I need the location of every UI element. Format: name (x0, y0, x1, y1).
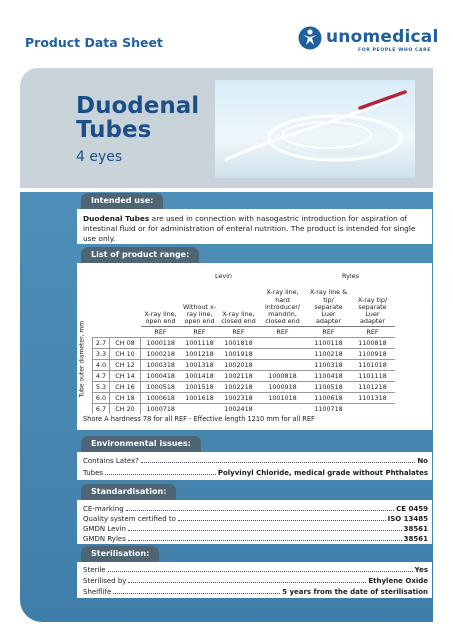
col-header: X-ray line & tip/ separate Luer adapter (309, 288, 348, 326)
axis-label-diameter: Tube outer diameter, mm (78, 320, 86, 398)
section-heading-intended: Intended use: (81, 193, 163, 209)
ref-label: REF (351, 326, 395, 337)
brand-tagline: FOR PEOPLE WHO CARE (358, 48, 432, 53)
ref-label: REF (307, 326, 351, 337)
section-heading-standardisation: Standardisation: (81, 484, 176, 500)
row-sterile: Sterile Yes (83, 566, 428, 574)
page-title: Product Data Sheet (25, 35, 163, 50)
table-row: 4.7 CH 14 1000418 1001418 1002118 1000818 1100418 1101118 (93, 370, 395, 381)
table-row: 6.7 CH 20 1000718 1002418 1100718 (93, 403, 395, 414)
intended-use-text: Duodenal Tubes are used in connection with nasogastric introduction for aspiration of intestinal fluid or for administration of enteral nutrition. The product is intended for single use only. (83, 214, 416, 243)
group-ryles: Ryles (342, 272, 359, 280)
row-sterilised-by: Sterilised by Ethylene Oxide (83, 577, 428, 585)
row-shelflife: Shelflife 5 years from the date of sterilisation (83, 588, 428, 596)
ref-label: REF (141, 326, 181, 337)
ref-label: REF (219, 326, 259, 337)
col-header: X-ray line, hard introducer/ mandrin, closed end (264, 288, 301, 326)
section-heading-sterilisation: Sterilisation: (81, 546, 159, 562)
section-heading-environmental: Environmental issues: (81, 436, 201, 452)
row-quality-system: Quality system certified to ISO 13485 (83, 515, 428, 523)
row-gmdn-ryles: GMDN Ryles 38561 (83, 535, 428, 543)
brand-name: unomedical (326, 27, 439, 47)
table-row: 2.7 CH 08 1000118 1001118 1001818 1100118 1100818 (93, 337, 395, 348)
table-row: 3.3 CH 10 1000218 1001218 1001918 1100218 1100918 (93, 348, 395, 359)
col-header: X-ray line, open end (144, 310, 177, 326)
col-header: Without x-ray line, open end (182, 302, 217, 326)
row-latex: Contains Latex? No (83, 457, 428, 465)
group-levin: Levin (215, 272, 232, 280)
col-header: X-ray tip/ separate Luer adapter (357, 295, 388, 326)
row-gmdn-levin: GMDN Levin 38561 (83, 525, 428, 533)
product-photo (215, 80, 415, 178)
unomedical-logo-icon (298, 26, 322, 50)
hero-banner (20, 68, 433, 188)
section-heading-range: List of product range: (81, 247, 199, 263)
brand-logo (298, 26, 440, 56)
product-title: Duodenal Tubes (76, 93, 200, 143)
ref-label: REF (259, 326, 307, 337)
col-header: X-ray line, closed end (221, 310, 256, 326)
table-row: 4.0 CH 12 1000318 1001318 1002018 1100318 1101018 (93, 359, 395, 370)
ref-label: REF (181, 326, 219, 337)
range-footnote: Shore A hardness 78 for all REF - Effective length 1210 mm for all REF (83, 415, 315, 423)
product-range-table (92, 270, 395, 414)
row-tubes: Tubes Polyvinyl Chloride, medical grade without Phthalates (83, 469, 428, 477)
table-row: 5.3 CH 16 1000518 1001518 1002218 1000918 1100518 1101218 (93, 381, 395, 392)
table-row: 6.0 CH 18 1000618 1001618 1002318 1001018 1100618 1101318 (93, 392, 395, 403)
product-subtitle: 4 eyes (76, 149, 123, 165)
row-ce-marking: CE-marking CE 0459 (83, 505, 428, 513)
